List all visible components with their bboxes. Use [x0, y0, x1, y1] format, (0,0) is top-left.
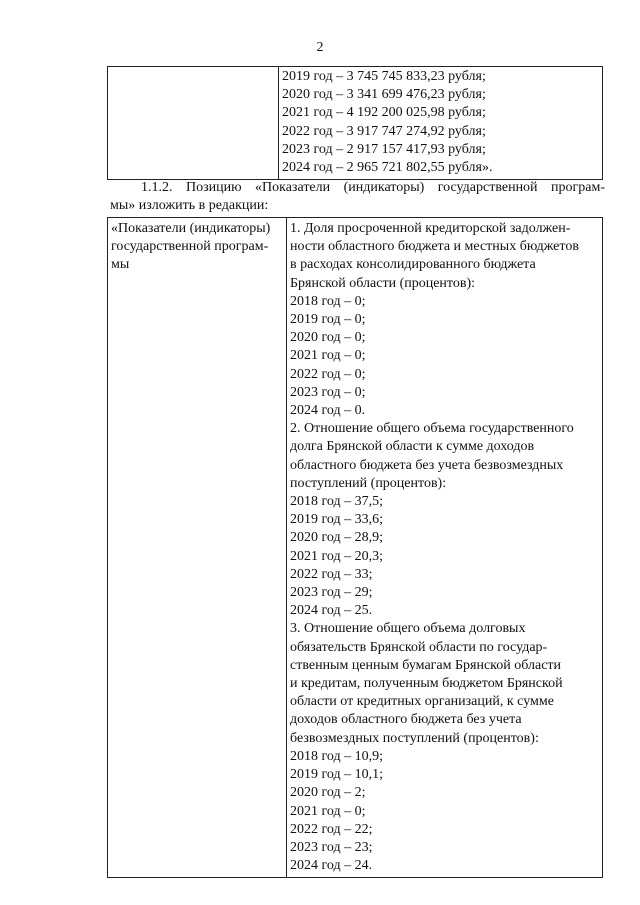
indicator-line: 2019 год – 33,6;	[290, 512, 384, 528]
indicators-heading-cell	[108, 218, 287, 878]
indicator-line: и кредитам, полученным бюджетом Брянской	[290, 676, 563, 692]
indicator-line: 2019 год – 0;	[290, 312, 366, 328]
indicator-line: обязательств Брянской области по государ-	[290, 639, 548, 655]
table-row	[108, 218, 603, 878]
page-number: 2	[316, 40, 324, 55]
heading-line: «Показатели (индикаторы)	[111, 221, 271, 236]
amount-line: 2024 год – 2 965 721 802,55 рубля».	[282, 160, 493, 176]
indicators-values-cell	[287, 218, 603, 878]
indicator-line: Брянской области (процентов):	[290, 275, 476, 291]
indicator-line: в расходах консолидированного бюджета	[290, 257, 536, 273]
indicator-line: 2024 год – 24.	[290, 858, 373, 874]
indicator-line: 2023 год – 23;	[290, 839, 373, 855]
indicators-table	[107, 217, 603, 878]
paragraph-line: 1.1.2. Позицию «Показатели (индикаторы) государственной програм-	[141, 180, 605, 195]
indicator-line: 2021 год – 20,3;	[290, 548, 384, 564]
indicator-line: безвозмездных поступлений (процентов):	[290, 730, 539, 746]
heading-line: государственной програм-	[111, 239, 269, 254]
indicator-line: 1. Доля просроченной кредиторской задолжен-	[290, 221, 571, 236]
indicator-line: долга Брянской области к сумме доходов	[290, 439, 535, 455]
amount-line: 2020 год – 3 341 699 476,23 рубля;	[282, 87, 486, 103]
indicator-line: поступлений (процентов):	[290, 475, 447, 491]
indicator-line: ности областного бюджета и местных бюджетов	[290, 239, 579, 255]
indicator-line: ственным ценным бумагам Брянской области	[290, 657, 562, 673]
financing-continuation-table	[107, 66, 603, 180]
indicator-line: 2022 год – 33;	[290, 566, 373, 582]
indicator-line: 2022 год – 22;	[290, 821, 373, 837]
indicator-line: 2024 год – 25.	[290, 603, 373, 619]
amount-line: 2019 год – 3 745 745 833,23 рубля;	[282, 69, 486, 84]
amount-line: 2022 год – 3 917 747 274,92 рубля;	[282, 123, 486, 139]
table-row	[108, 67, 603, 180]
amount-line: 2023 год – 2 917 157 417,93 рубля;	[282, 141, 486, 157]
indicator-line: 2020 год – 0;	[290, 330, 366, 346]
indicator-line: 2018 год – 0;	[290, 293, 366, 309]
indicator-line: 2020 год – 28,9;	[290, 530, 384, 546]
indicator-line: 3. Отношение общего объема долговых	[290, 621, 526, 637]
indicator-line: области от кредитных организаций, к сумме	[290, 694, 554, 710]
indicator-line: 2. Отношение общего объема государственного	[290, 421, 574, 437]
indicator-line: 2019 год – 10,1;	[290, 767, 384, 783]
heading-line: мы	[111, 257, 130, 272]
amendment-paragraph	[110, 179, 605, 215]
table-cell-left-empty	[108, 67, 279, 180]
indicator-line: 2021 год – 0;	[290, 803, 366, 819]
paragraph-line: мы» изложить в редакции:	[110, 198, 269, 213]
amount-line: 2021 год – 4 192 200 025,98 рубля;	[282, 105, 486, 121]
indicator-line: доходов областного бюджета без учета	[290, 712, 522, 728]
indicator-line: областного бюджета без учета безвозмездных	[290, 457, 564, 473]
indicator-line: 2018 год – 10,9;	[290, 748, 384, 764]
indicator-line: 2020 год – 2;	[290, 785, 366, 801]
table-cell-yearly-amounts	[279, 67, 603, 180]
indicator-line: 2021 год – 0;	[290, 348, 366, 364]
indicator-line: 2023 год – 29;	[290, 585, 373, 601]
indicator-line: 2024 год – 0.	[290, 403, 366, 419]
indicator-line: 2018 год – 37,5;	[290, 494, 384, 510]
indicator-line: 2023 год – 0;	[290, 384, 366, 400]
indicator-line: 2022 год – 0;	[290, 366, 366, 382]
